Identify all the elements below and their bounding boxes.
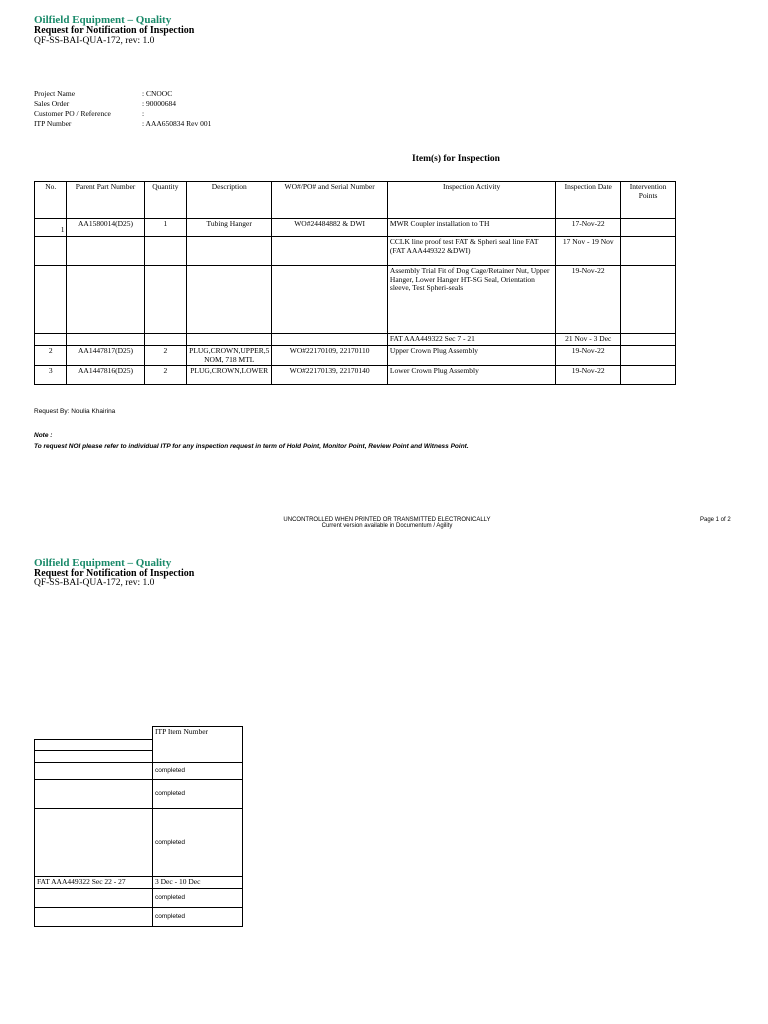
cell-activity: Assembly Trial Fit of Dog Cage/Retainer Nut, Upper Hanger, Lower Hanger HT-SG Seal, Orientation sleeve, Test Spheri-seals — [387, 266, 555, 334]
cell-left — [35, 763, 153, 780]
cell-wo: WO#24484882 & DWI — [272, 219, 388, 237]
cell-part: AA1580014(D25) — [67, 219, 144, 237]
cell-no: 3 — [35, 366, 67, 385]
cell-no: 2 — [35, 346, 67, 366]
cell-status: completed — [153, 780, 243, 809]
note-text: To request NOI please refer to individual ITP for any inspection request in term of Hold Point, Monitor Point, Review Point and Witness Point. — [34, 443, 469, 450]
cell-part — [67, 266, 144, 334]
footer — [200, 517, 574, 529]
cell-points — [621, 346, 676, 366]
cell-no — [35, 266, 67, 334]
footer-line1: UNCONTROLLED WHEN PRINTED OR TRANSMITTED ELECTRONICALLY — [283, 517, 491, 523]
column-header: Inspection Activity — [387, 182, 555, 219]
table-row — [35, 266, 676, 334]
column-header: WO#/PO# and Serial Number — [272, 182, 388, 219]
brand-title: Oilfield Equipment – Quality — [34, 557, 172, 569]
cell-points — [621, 334, 676, 346]
cell-wo — [272, 266, 388, 334]
cell-activity: FAT AAA449322 Sec 7 - 21 — [387, 334, 555, 346]
meta-value: : CNOOC — [142, 89, 173, 98]
page-number: Page 1 of 2 — [700, 517, 731, 523]
cell-activity: MWR Coupler installation to TH — [387, 219, 555, 237]
cell-points — [621, 366, 676, 385]
cell-description: PLUG,CROWN,LOWER — [187, 366, 272, 385]
column-header: Parent Part Number — [67, 182, 144, 219]
cell-left — [35, 739, 153, 751]
column-header: ITP Item Number — [153, 727, 243, 763]
cell-wo: WO#22170139, 22170140 — [272, 366, 388, 385]
table-row — [35, 346, 676, 366]
meta-row — [34, 99, 274, 109]
table-row — [35, 334, 676, 346]
cell-part: AA1447817(D25) — [67, 346, 144, 366]
cell-qty — [144, 334, 187, 346]
table-row — [35, 727, 243, 740]
cell-left — [35, 889, 153, 908]
table-row — [35, 366, 676, 385]
table-row — [35, 763, 243, 780]
meta-label: Sales Order — [34, 99, 70, 108]
cell-left — [35, 751, 153, 763]
cell-status: completed — [153, 809, 243, 877]
cell-date: 21 Nov - 3 Dec — [556, 334, 621, 346]
cell-date: 17-Nov-22 — [556, 219, 621, 237]
cell-date: 19-Nov-22 — [556, 366, 621, 385]
cell-description — [187, 334, 272, 346]
cell-no — [35, 237, 67, 266]
table-row — [35, 889, 243, 908]
cell-date: 19-Nov-22 — [556, 266, 621, 334]
cell-wo — [272, 237, 388, 266]
cell-part — [67, 334, 144, 346]
document-title: Request for Notification of Inspection — [34, 568, 195, 579]
cell-qty: 2 — [144, 366, 187, 385]
column-header: Description — [187, 182, 272, 219]
brand-title: Oilfield Equipment – Quality — [34, 14, 172, 26]
cell-part: AA1447816(D25) — [67, 366, 144, 385]
cell-status: completed — [153, 763, 243, 780]
cell-status: completed — [153, 889, 243, 908]
cell-no: 1 — [35, 219, 67, 237]
footer-line2: Current version available in Documentum / Agility — [321, 523, 453, 529]
cell-description — [187, 237, 272, 266]
cell-part — [67, 237, 144, 266]
column-header: Quantity — [144, 182, 187, 219]
table-row — [35, 877, 243, 889]
meta-label: Project Name — [34, 89, 76, 98]
cell-wo: WO#22170109, 22170110 — [272, 346, 388, 366]
cell-qty: 2 — [144, 346, 187, 366]
column-header: Inspection Date — [556, 182, 621, 219]
cell-date: 17 Nov - 19 Nov — [556, 237, 621, 266]
column-header: No. — [35, 182, 67, 219]
cell-left — [35, 809, 153, 877]
meta-value: : — [142, 109, 145, 118]
cell-qty — [144, 266, 187, 334]
meta-row — [34, 109, 274, 119]
cell-date: 19-Nov-22 — [556, 346, 621, 366]
cell-activity: CCLK line proof test FAT & Spheri seal line FAT (FAT AAA449322 &DWI) — [387, 237, 555, 266]
cell-status: completed — [153, 908, 243, 927]
cell-points — [621, 237, 676, 266]
cell-points — [621, 219, 676, 237]
cell-qty: 1 — [144, 219, 187, 237]
meta-row — [34, 89, 274, 99]
table-row — [35, 780, 243, 809]
cell-wo — [272, 334, 388, 346]
cell-qty — [144, 237, 187, 266]
cell-date: 3 Dec - 10 Dec — [153, 877, 243, 889]
itp-item-table — [34, 726, 243, 927]
document-title: Request for Notification of Inspection — [34, 25, 195, 36]
empty-cell — [35, 727, 153, 740]
document-code: QF-SS-BAI-QUA-172, rev: 1.0 — [34, 578, 155, 588]
cell-left — [35, 908, 153, 927]
document-code: QF-SS-BAI-QUA-172, rev: 1.0 — [34, 36, 155, 46]
table-row — [35, 237, 676, 266]
cell-description: Tubing Hanger — [187, 219, 272, 237]
meta-label: Customer PO / Reference — [34, 109, 111, 118]
meta-label: ITP Number — [34, 119, 72, 128]
meta-row — [34, 119, 274, 129]
meta-value: : 90000684 — [142, 99, 176, 108]
table-row — [35, 219, 676, 237]
section-title: Item(s) for Inspection — [412, 154, 500, 164]
cell-left — [35, 780, 153, 809]
cell-activity: Lower Crown Plug Assembly — [387, 366, 555, 385]
cell-points — [621, 266, 676, 334]
table-row — [35, 809, 243, 877]
table-header-row — [35, 182, 676, 219]
table-row — [35, 908, 243, 927]
cell-activity: Upper Crown Plug Assembly — [387, 346, 555, 366]
request-by: Request By: Noulia Khairina — [34, 408, 116, 415]
cell-description: PLUG,CROWN,UPPER,5 NOM, 718 MTL — [187, 346, 272, 366]
meta-value: : AAA650834 Rev 001 — [142, 119, 212, 128]
inspection-table — [34, 181, 676, 385]
cell-left: FAT AAA449322 Sec 22 - 27 — [35, 877, 153, 889]
note-label: Note : — [34, 432, 53, 439]
meta-block — [34, 89, 274, 129]
column-header: Intervention Points — [621, 182, 676, 219]
cell-no — [35, 334, 67, 346]
cell-description — [187, 266, 272, 334]
